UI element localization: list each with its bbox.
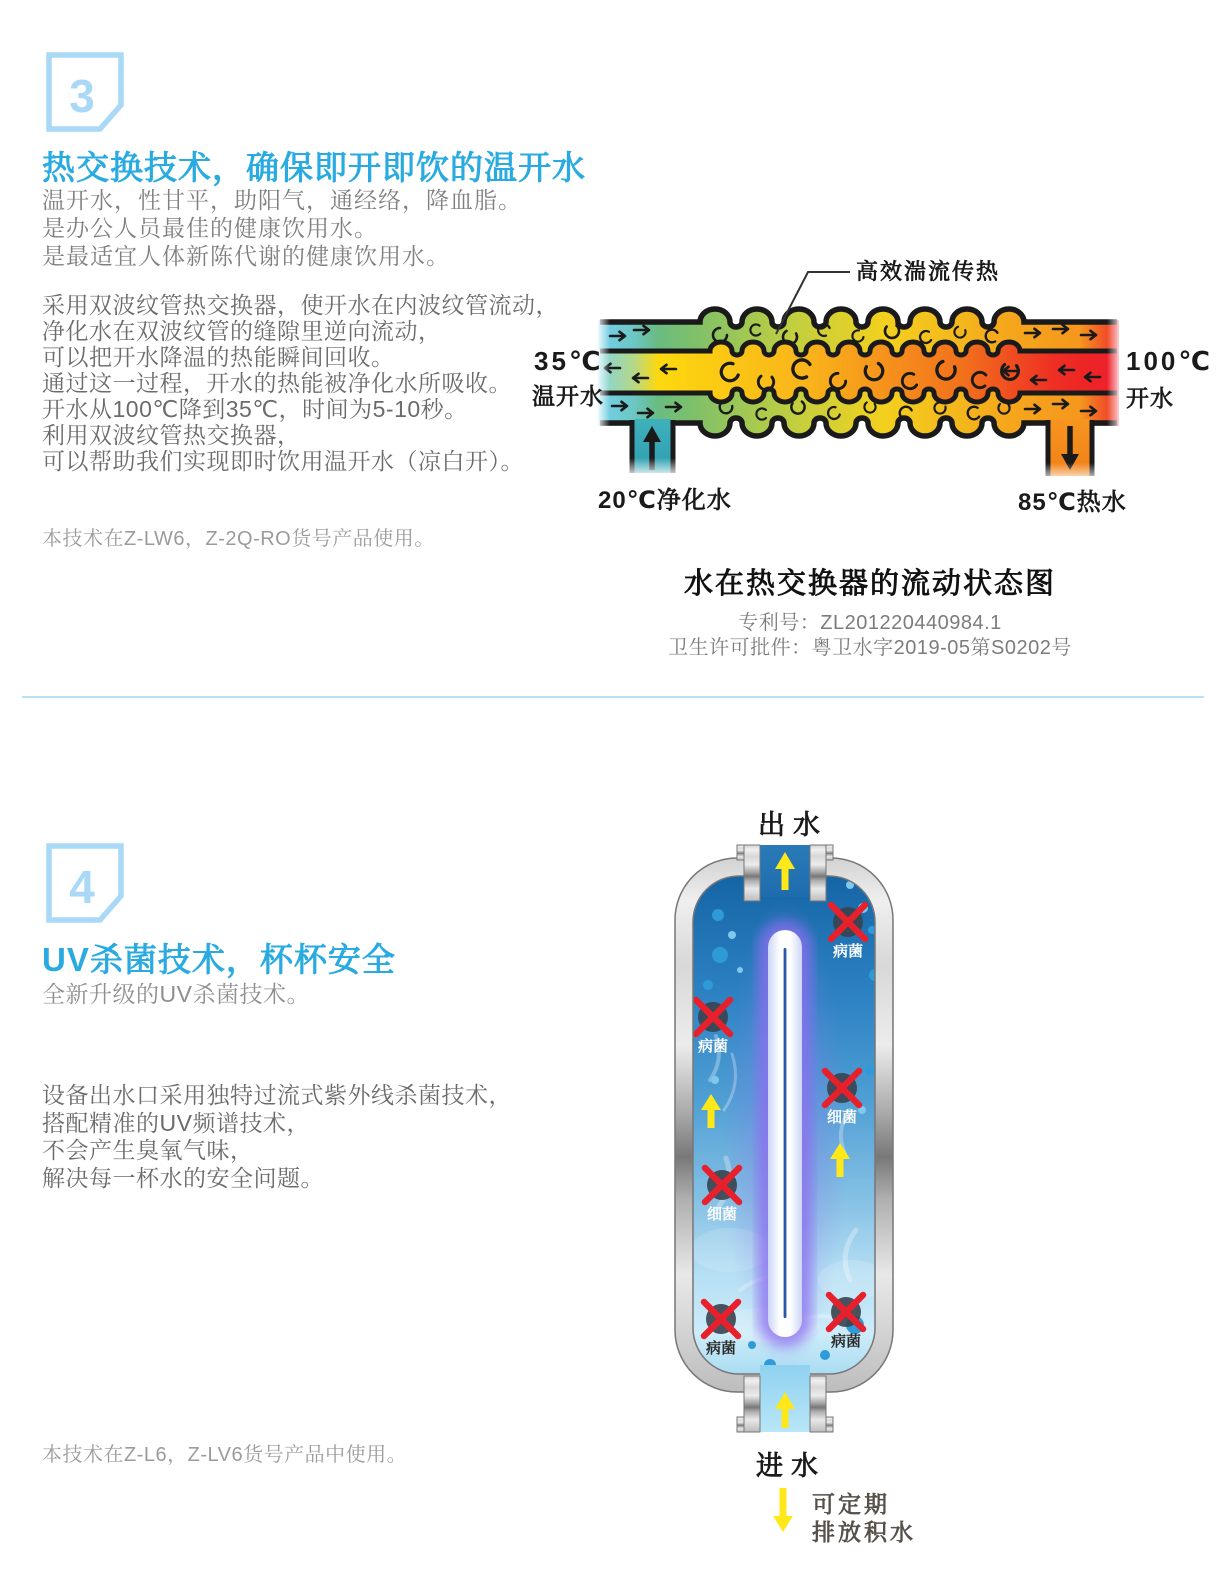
turbulence-label: 高效湍流传热	[856, 259, 1001, 284]
neck-flange	[826, 1417, 833, 1432]
uv-outlet-label: 出水	[758, 810, 828, 840]
germ-marker	[831, 905, 865, 960]
neck-flange	[737, 1417, 744, 1432]
neck-wall	[744, 845, 760, 901]
badge-number: 4	[69, 861, 95, 913]
section4-subtitle: 全新升级的UV杀菌技术。	[42, 981, 310, 1007]
neck-wall	[810, 845, 826, 901]
tube-wall	[600, 309, 1117, 327]
section3-body	[42, 292, 559, 474]
section3-badge	[46, 52, 124, 132]
section3-title: 热交换技术，确保即开即饮的温开水	[42, 149, 586, 186]
uv-lamp-filament	[784, 948, 787, 1318]
section-divider	[22, 696, 1204, 698]
body-line: 可以帮助我们实现即时饮用温开水（凉白开）。	[42, 448, 524, 474]
germ-marker	[705, 1168, 739, 1223]
edge-fade	[1107, 315, 1123, 435]
neck-wall	[744, 1376, 760, 1432]
pipe-fade	[1042, 463, 1098, 483]
intro-line: 是最适宜人体新陈代谢的健康饮用水。	[42, 243, 450, 269]
body-line: 利用双波纹管热交换器，	[42, 422, 301, 448]
body-line: 解决每一杯水的安全问题。	[42, 1164, 324, 1191]
neck-wall	[810, 1376, 826, 1432]
inlet-label: 20℃净化水	[598, 487, 732, 514]
germ-marker	[696, 1000, 730, 1055]
outlet-label: 85℃热水	[1018, 489, 1127, 516]
intro-line: 是办公人员最佳的健康饮用水。	[42, 215, 378, 241]
body-line: 搭配精准的UV频谱技术，	[42, 1109, 310, 1136]
germ-label: 细菌	[706, 1206, 738, 1223]
body-line: 不会产生臭氧气味，	[42, 1137, 254, 1163]
pipe-fade	[624, 458, 680, 478]
section4-body	[42, 1082, 512, 1192]
germ-label: 病菌	[830, 1333, 862, 1350]
patent-number: 专利号：ZL201220440984.1	[738, 612, 1002, 634]
section3-note: 本技术在Z-LW6，Z-2Q-RO货号产品使用。	[42, 528, 435, 550]
germ-label: 病菌	[697, 1038, 729, 1055]
left-temp-label: 35℃	[534, 346, 604, 376]
body-line: 可以把开水降温的热能瞬间回收。	[42, 344, 395, 370]
badge-number: 3	[69, 70, 95, 122]
drain-note-line2: 排放积水	[812, 1519, 916, 1545]
right-name-label: 开水	[1126, 385, 1174, 411]
tube-wall	[600, 418, 1117, 436]
germ-label: 细菌	[826, 1109, 858, 1126]
body-line: 采用双波纹管热交换器，使开水在内波纹管流动，	[42, 292, 559, 318]
section4-title: UV杀菌技术，杯杯安全	[42, 941, 396, 978]
neck-flange	[737, 845, 744, 860]
body-line: 通过这一过程，开水的热能被净化水所吸收。	[42, 370, 512, 396]
uv-inlet-label: 进水	[756, 1451, 826, 1481]
germ-marker	[829, 1295, 863, 1350]
section4-badge	[46, 843, 124, 923]
germ-label: 病菌	[832, 943, 864, 960]
drain-down-arrow-head	[773, 1516, 793, 1532]
intro-line: 温开水，性甘平，助阳气，通经络，降血脂。	[42, 187, 522, 213]
section4-note: 本技术在Z-L6，Z-LV6货号产品中使用。	[42, 1444, 408, 1466]
hygiene-license: 卫生许可批件：粤卫水字2019-05第S0202号	[668, 637, 1072, 659]
diagram-caption: 水在热交换器的流动状态图	[683, 568, 1056, 600]
right-temp-label: 100℃	[1126, 346, 1213, 376]
body-line: 设备出水口采用独特过流式紫外线杀菌技术，	[42, 1082, 512, 1108]
body-line: 净化水在双波纹管的缝隙里逆向流动，	[42, 318, 442, 344]
germ-marker	[825, 1071, 859, 1126]
body-line: 开水从100℃降到35℃，时间为5-10秒。	[42, 396, 468, 422]
left-name-label: 温开水	[532, 383, 604, 409]
drain-note-line1: 可定期	[812, 1491, 890, 1517]
neck-flange	[826, 845, 833, 860]
section3-intro	[42, 186, 522, 270]
germ-marker	[704, 1302, 738, 1357]
germ-label: 病菌	[705, 1340, 737, 1357]
